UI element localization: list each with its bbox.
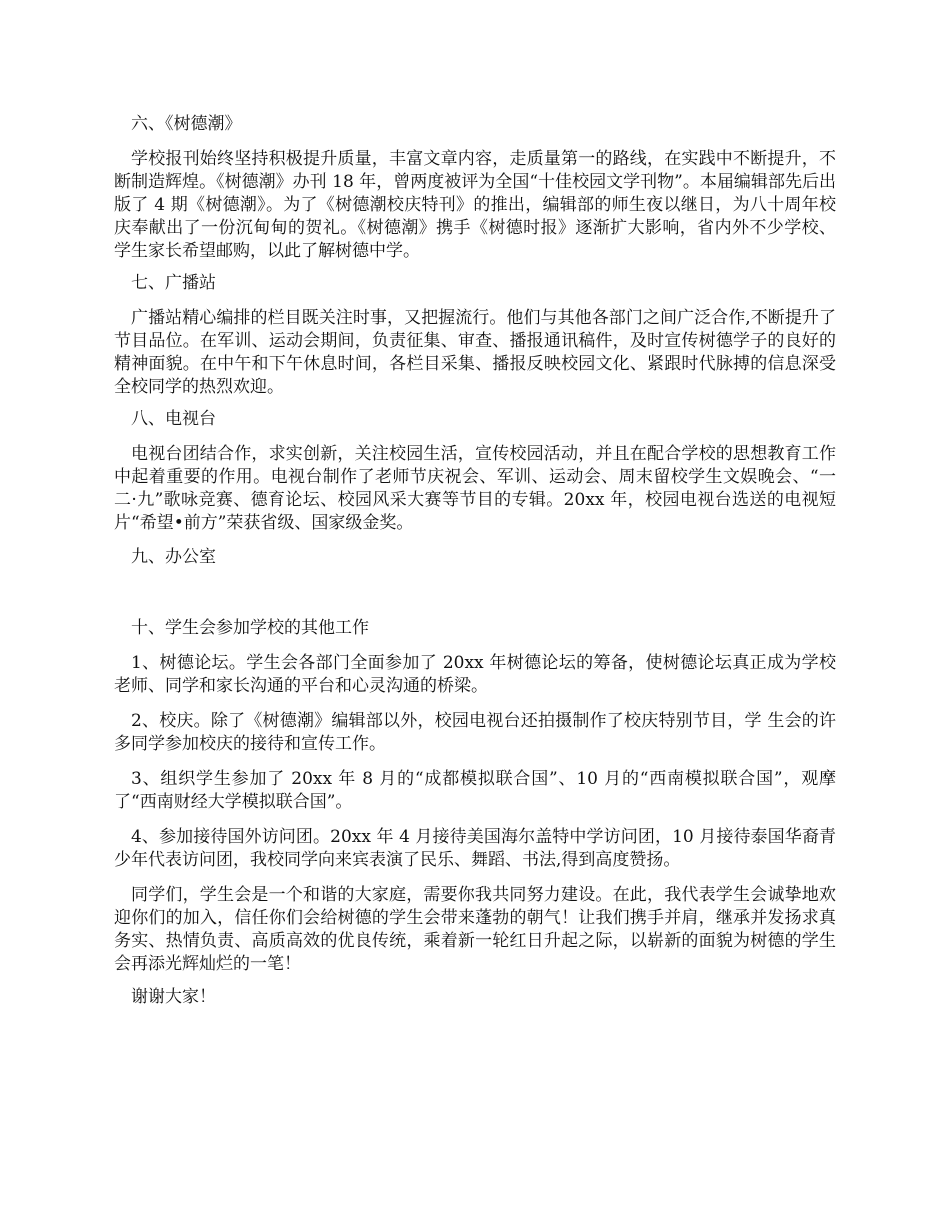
section-heading-10: 十、学生会参加学校的其他工作 [131,618,369,638]
section-8-paragraph: 电视台团结合作，求实创新，关注校园生活，宣传校园活动，并且在配合学校的思想教育工作中起着重要的作用。电视台制作了老师节庆祝会、军训、运动会、周末留校学生文娱晚会、“一二·九”歌咏竞赛、德育论坛、校园风采大赛等节目的专辑。20xx 年，校园电视台选送的电视短片“希望•前方”荣获省级、国家级金奖。 [114,444,836,533]
closing-thanks: 谢谢大家！ [131,987,216,1007]
section-7-paragraph: 广播站精心编排的栏目既关注时事，又把握流行。他们与其他各部门之间广泛合作,不断提升了节目品位。在军训、运动会期间，负责征集、审查、播报通讯稿件，及时宣传树德学子的良好的精神面貌。在中午和下午休息时间，各栏目采集、播报反映校园文化、紧跟时代脉搏的信息深受全校同学的热烈欢迎。 [114,308,836,397]
section-heading-6: 六、《树德潮》 [131,114,242,134]
section-heading-7: 七、广播站 [131,273,216,293]
section-10-item-3: 3、组织学生参加了 20xx 年 8 月的“成都模拟联合国”、10 月的“西南模拟联合国”，观摩了“西南财经大学模拟联合国”。 [114,769,836,812]
section-10-item-2: 2、校庆。除了《树德潮》编辑部以外，校园电视台还拍摄制作了校庆特别节目，学 生会的许多同学参加校庆的接待和宣传工作。 [114,711,836,754]
closing-paragraph: 同学们，学生会是一个和谐的大家庭，需要你我共同努力建设。在此，我代表学生会诚挚地欢迎你们的加入，信任你们会给树德的学生会带来蓬勃的朝气！让我们携手并肩，继承并发扬求真务实、热情负责、高质高效的优良传统，乘着新一轮红日升起之际，以崭新的面貌为树德的学生会再添光辉灿烂的一笔！ [114,885,836,974]
section-10-item-1: 1、树德论坛。学生会各部门全面参加了 20xx 年树德论坛的筹备，使树德论坛真正成为学校老师、同学和家长沟通的平台和心灵沟通的桥梁。 [114,653,836,696]
section-heading-8: 八、电视台 [131,409,216,429]
section-6-paragraph: 学校报刊始终坚持积极提升质量，丰富文章内容，走质量第一的路线，在实践中不断提升，不断制造辉煌。《树德潮》办刊 18 年，曾两度被评为全国“十佳校园文学刊物”。本届编辑部先后出版了 4 期《树德潮》。为了《树德潮校庆特刊》的推出，编辑部的师生夜以继日，为八十周年校庆奉献出了一份沉甸甸的贺礼。《树德潮》携手《树德时报》逐渐扩大影响，省内外不少学校、学生家长希望邮购，以此了解树德中学。 [114,149,836,261]
section-heading-9: 九、办公室 [131,547,216,567]
section-10-item-4: 4、参加接待国外访问团。20xx 年 4 月接待美国海尔盖特中学访问团，10 月接待泰国华裔青少年代表访问团，我校同学向来宾表演了民乐、舞蹈、书法,得到高度赞扬。 [114,827,836,870]
